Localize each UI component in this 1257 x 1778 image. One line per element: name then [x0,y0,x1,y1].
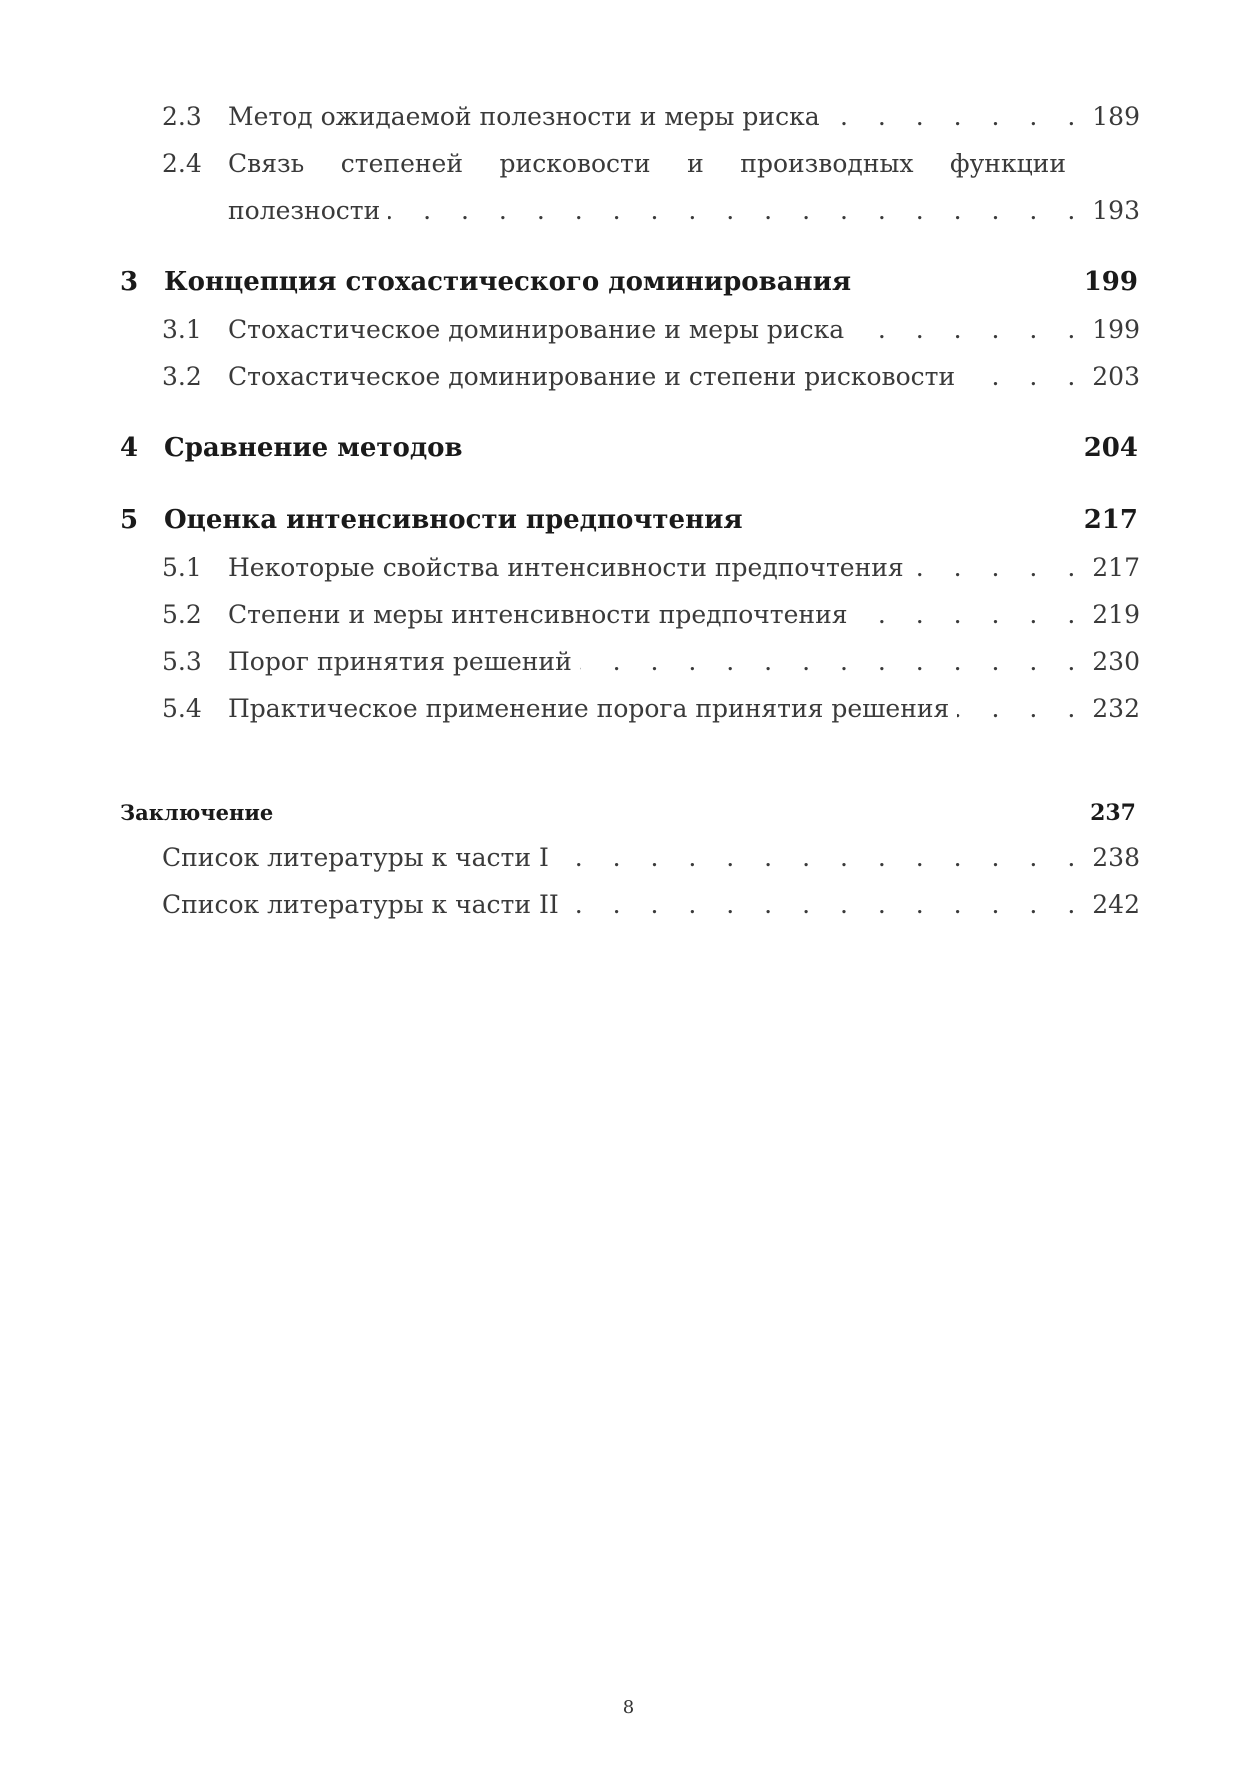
page-number: 199 [1083,267,1138,297]
leader-dots [388,196,1086,225]
leader-dots [856,600,1087,629]
toc-literature-part-2[interactable] [120,890,1140,919]
literature-title: Список литературы к части I [162,843,549,872]
leader-dots [963,362,1086,391]
toc-entry-5-1[interactable] [120,553,1140,582]
toc-entry-3-2[interactable] [120,362,1140,391]
page-number: 230 [1092,647,1140,676]
section-title-continuation: полезности [228,196,381,225]
title-word: Связь [228,149,305,178]
section-title: Степени и меры интенсивности предпочтения [228,600,848,629]
title-word: степеней [340,149,463,178]
toc-entry-5-2[interactable] [120,600,1140,629]
leader-dots [912,553,1087,582]
chapter-number: 3 [120,267,139,297]
toc-entry-2-4-continuation[interactable] [120,196,1140,225]
toc-chapter-5[interactable] [120,505,1140,535]
page-footer-number: 8 [622,1697,635,1718]
page-number: 203 [1092,362,1140,391]
page-number: 237 [1090,800,1136,826]
section-number: 5.4 [162,694,202,723]
section-number: 2.3 [162,102,202,131]
page-number: 238 [1092,843,1140,872]
section-title: Метод ожидаемой полезности и меры риска [228,102,820,131]
toc-entry-3-1[interactable] [120,315,1140,344]
section-title: Практическое применение порога принятия решения [228,694,950,723]
section-title-justified [228,149,1066,178]
toc-conclusion[interactable] [120,800,1140,826]
title-word: и [687,149,704,178]
section-number: 5.3 [162,647,202,676]
toc-entry-5-3[interactable] [120,647,1140,676]
chapter-number: 4 [120,433,139,463]
page-number: 204 [1083,433,1138,463]
section-number: 3.2 [162,362,202,391]
leader-dots [852,315,1086,344]
title-word: рисковости [499,149,651,178]
toc-literature-part-1[interactable] [120,843,1140,872]
page-number: 217 [1083,505,1138,535]
page-number: 199 [1092,315,1140,344]
section-number: 5.2 [162,600,202,629]
section-number: 5.1 [162,553,202,582]
chapter-title: Оценка интенсивности предпочтения [164,505,743,535]
section-number: 2.4 [162,149,202,178]
chapter-number: 5 [120,505,139,535]
leader-dots [580,647,1087,676]
page-number: 232 [1092,694,1140,723]
toc-chapter-4[interactable] [120,433,1140,463]
page-number: 219 [1092,600,1140,629]
toc-entry-2-4[interactable] [120,149,1140,178]
leader-dots [957,694,1086,723]
section-number: 3.1 [162,315,202,344]
conclusion-title: Заключение [120,800,274,825]
chapter-title: Сравнение методов [164,433,463,463]
title-word: функции [950,149,1066,178]
section-title: Стохастическое доминирование и меры риска [228,315,845,344]
page-number: 217 [1092,553,1140,582]
title-word: производных [740,149,914,178]
page-number: 242 [1092,890,1140,919]
section-title: Порог принятия решений [228,647,572,676]
leader-dots [567,890,1087,919]
page-number: 193 [1092,196,1140,225]
page-number: 189 [1092,102,1140,131]
toc-entry-5-4[interactable] [120,694,1140,723]
toc-chapter-3[interactable] [120,267,1140,297]
leader-dots [557,843,1086,872]
toc-entry-2-3[interactable] [120,102,1140,131]
chapter-title: Концепция стохастического доминирования [164,267,852,297]
section-title: Стохастическое доминирование и степени рисковости [228,362,956,391]
leader-dots [828,102,1087,131]
literature-title: Список литературы к части II [162,890,559,919]
section-title: Некоторые свойства интенсивности предпочтения [228,553,904,582]
